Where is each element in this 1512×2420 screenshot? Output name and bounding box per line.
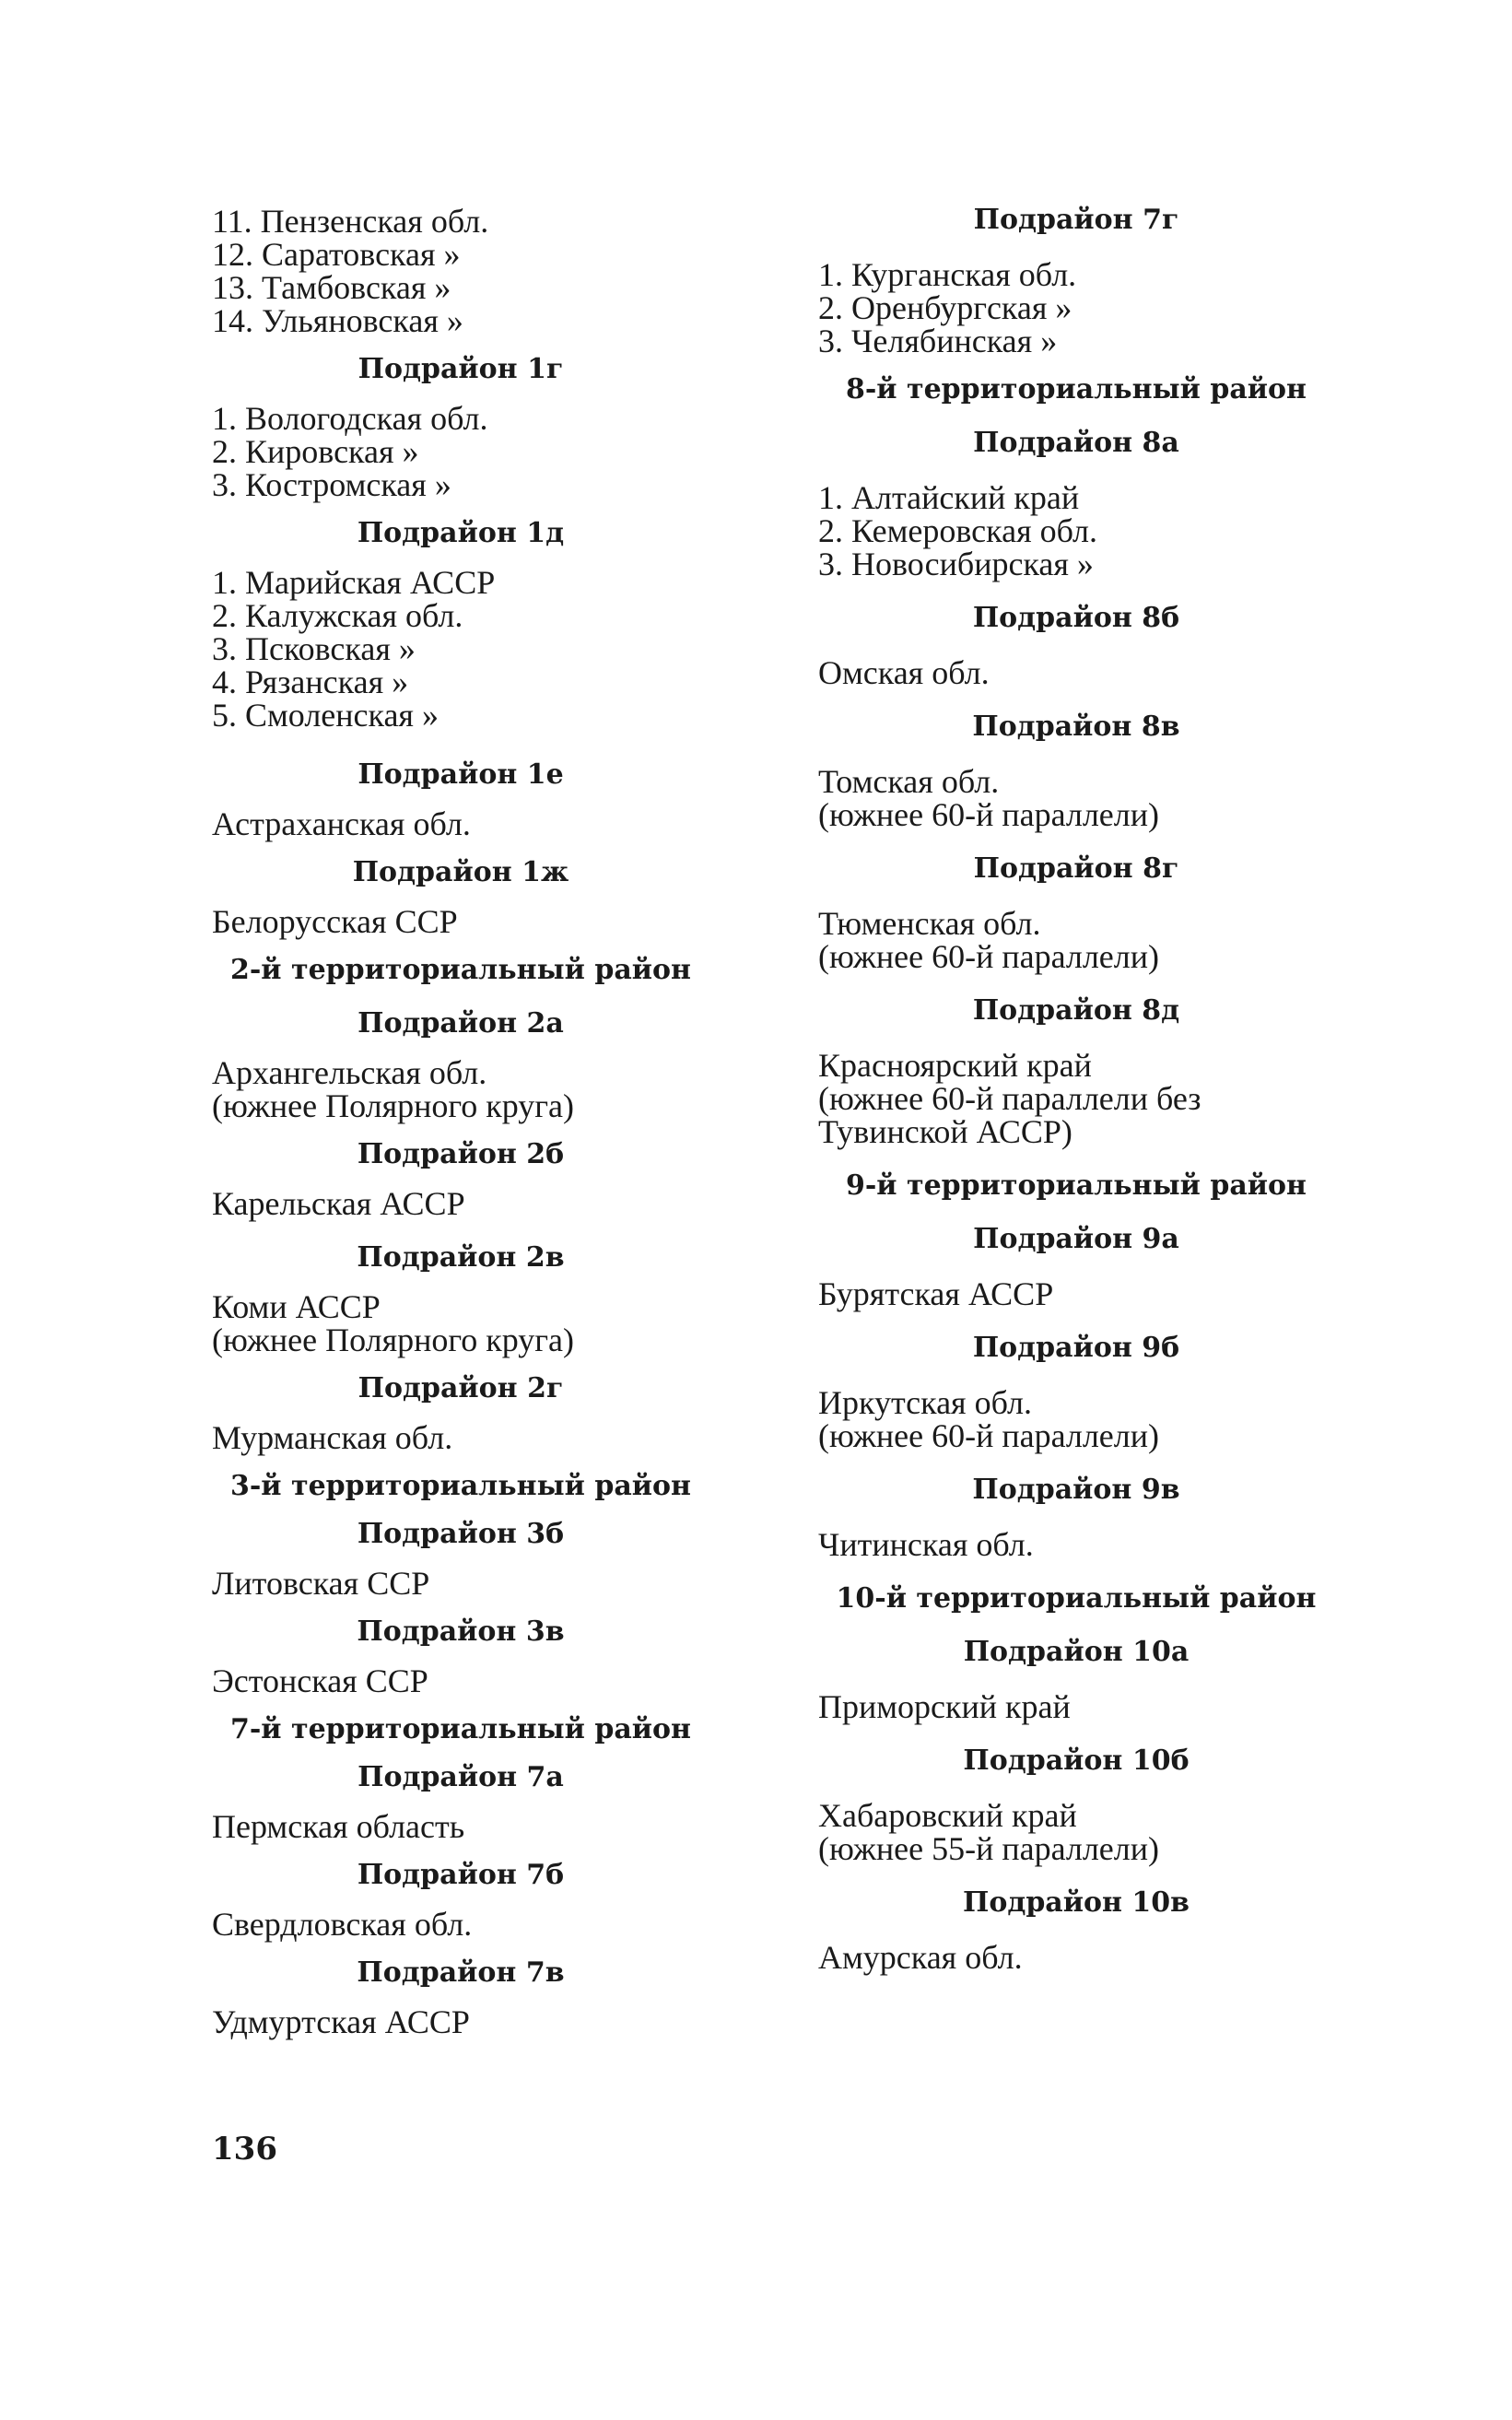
subdistrict-heading: Подрайон 9в bbox=[972, 1474, 1180, 1506]
list-item: (южнее 55-й параллели) bbox=[818, 1830, 1160, 1867]
list-item: 4. Рязанская » bbox=[212, 664, 409, 700]
list-item: 14. Ульяновская » bbox=[212, 302, 463, 339]
list-item: 13. Тамбовская » bbox=[212, 269, 451, 306]
list-item: Красноярский край bbox=[818, 1047, 1092, 1084]
list-item: 2. Кемеровская обл. bbox=[818, 512, 1098, 549]
district-heading: 7-й территориальный район bbox=[229, 1713, 692, 1745]
list-item: Хабаровский край bbox=[818, 1797, 1077, 1834]
list-item: Астраханская обл. bbox=[212, 805, 471, 842]
list-item: Удмуртская АССР bbox=[212, 2003, 470, 2040]
list-item: (южнее 60-й параллели) bbox=[818, 796, 1160, 833]
subdistrict-heading: Подрайон 7а bbox=[357, 1761, 564, 1793]
subdistrict-heading: Подрайон 9б bbox=[972, 1332, 1180, 1364]
list-item: Бурятская АССР bbox=[818, 1275, 1054, 1312]
list-item: Архангельская обл. bbox=[212, 1054, 487, 1091]
district-heading: 8-й территориальный район bbox=[845, 373, 1307, 405]
list-item: 1. Марийская АССР bbox=[212, 564, 496, 601]
subdistrict-heading: Подрайон 8в bbox=[972, 711, 1180, 743]
list-item: Приморский край bbox=[818, 1688, 1071, 1725]
list-item: (южнее 60-й параллели) bbox=[818, 1417, 1160, 1454]
list-item: 11. Пензенская обл. bbox=[212, 203, 489, 240]
list-item: 2. Калужская обл. bbox=[212, 597, 463, 634]
subdistrict-heading: Подрайон 8б bbox=[972, 602, 1180, 634]
list-item: 5. Смоленская » bbox=[212, 697, 439, 734]
list-item: 3. Костромская » bbox=[212, 466, 451, 503]
list-item: Карельская АССР bbox=[212, 1185, 465, 1222]
subdistrict-heading: Подрайон 7б bbox=[357, 1859, 565, 1891]
subdistrict-heading: Подрайон 9а bbox=[973, 1223, 1179, 1255]
list-item: Коми АССР bbox=[212, 1288, 381, 1325]
list-item: 1. Вологодская обл. bbox=[212, 400, 488, 437]
page-number: 136 bbox=[212, 2131, 277, 2167]
subdistrict-heading: Подрайон 1г bbox=[357, 353, 564, 385]
subdistrict-heading: Подрайон 2а bbox=[357, 1007, 564, 1040]
subdistrict-heading: Подрайон 8г bbox=[973, 852, 1179, 885]
list-item: Тюменская обл. bbox=[818, 905, 1041, 942]
list-item: Тувинской АССР) bbox=[818, 1113, 1072, 1150]
list-item: 3. Псковская » bbox=[212, 630, 416, 667]
list-item: 1. Курганская обл. bbox=[818, 256, 1077, 293]
subdistrict-heading: Подрайон 3в bbox=[357, 1615, 565, 1648]
subdistrict-heading: Подрайон 1д bbox=[357, 517, 565, 549]
right-column bbox=[818, 205, 1334, 1974]
district-heading: 10-й территориальный район bbox=[836, 1582, 1317, 1615]
subdistrict-heading: Подрайон 7г bbox=[973, 204, 1179, 236]
subdistrict-heading: Подрайон 8а bbox=[973, 427, 1179, 459]
list-item: 12. Саратовская » bbox=[212, 236, 461, 273]
subdistrict-heading: Подрайон 1е bbox=[357, 758, 564, 791]
list-item: 2. Кировская » bbox=[212, 433, 419, 470]
subdistrict-heading: Подрайон 1ж bbox=[352, 856, 569, 888]
list-item: (южнее Полярного круга) bbox=[212, 1322, 575, 1358]
list-item: Читинская обл. bbox=[818, 1526, 1034, 1563]
subdistrict-heading: Подрайон 3б bbox=[357, 1518, 565, 1550]
list-item: Мурманская обл. bbox=[212, 1419, 453, 1456]
list-item: Иркутская обл. bbox=[818, 1384, 1032, 1421]
subdistrict-heading: Подрайон 2в bbox=[357, 1241, 565, 1274]
subdistrict-heading: Подрайон 10а bbox=[963, 1636, 1190, 1668]
list-item: Амурская обл. bbox=[818, 1939, 1023, 1976]
subdistrict-heading: Подрайон 2г bbox=[357, 1372, 564, 1404]
list-item: 3. Новосибирская » bbox=[818, 546, 1094, 582]
list-item: Омская обл. bbox=[818, 654, 990, 691]
district-heading: 9-й территориальный район bbox=[845, 1169, 1307, 1202]
subdistrict-heading: Подрайон 10в bbox=[962, 1886, 1190, 1919]
list-item: Свердловская обл. bbox=[212, 1906, 473, 1943]
left-column bbox=[212, 205, 709, 2038]
list-item: Литовская ССР bbox=[212, 1565, 430, 1602]
subdistrict-heading: Подрайон 7в bbox=[357, 1956, 565, 1989]
list-item: 3. Челябинская » bbox=[818, 323, 1058, 359]
list-item: Белорусская ССР bbox=[212, 903, 458, 940]
list-item: Пермская область bbox=[212, 1808, 465, 1845]
subdistrict-heading: Подрайон 10б bbox=[963, 1745, 1190, 1777]
list-item: Эстонская ССР bbox=[212, 1662, 428, 1699]
list-item: (южнее 60-й параллели) bbox=[818, 938, 1160, 975]
list-item: 2. Оренбургская » bbox=[818, 289, 1072, 326]
list-item: 1. Алтайский край bbox=[818, 479, 1080, 516]
list-item: (южнее 60-й параллели без bbox=[818, 1080, 1201, 1117]
list-item: (южнее Полярного круга) bbox=[212, 1087, 575, 1124]
subdistrict-heading: Подрайон 2б bbox=[357, 1138, 565, 1170]
list-item: Томская обл. bbox=[818, 763, 1000, 800]
district-heading: 2-й территориальный район bbox=[229, 954, 692, 986]
subdistrict-heading: Подрайон 8д bbox=[972, 994, 1180, 1027]
district-heading: 3-й территориальный район bbox=[229, 1470, 692, 1502]
